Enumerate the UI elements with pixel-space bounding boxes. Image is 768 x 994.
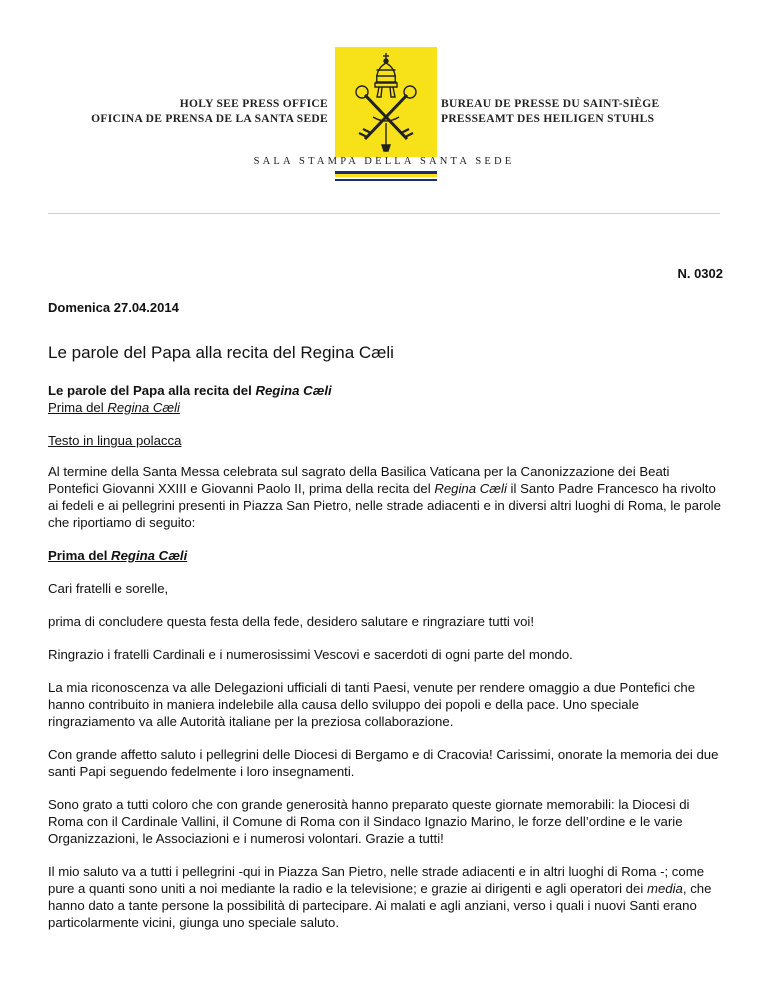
paragraph-7-part2: , che hanno dato a tante persone la possibilità di partecipare. Ai malati e agli anziani, verso i quali i nuovi Santi erano particolarmente vicini, giunga uno speciale saluto.	[48, 881, 712, 930]
subtitle-text: Le parole del Papa alla recita del	[48, 383, 256, 398]
bulletin-date: Domenica 27.04.2014	[48, 300, 179, 315]
paragraph-4: La mia riconoscenza va alle Delegazioni ufficiali di tanti Paesi, venute per rendere omaggio a due Pontefici che hanno contribuito in maniera indelebile alla causa dello sviluppo dei popoli e della pace. Uno speciale ringraziamento va alle Autorità italiane per la preziosa collaborazione.	[48, 680, 696, 729]
header-left-line1: HOLY SEE PRESS OFFICE	[179, 98, 328, 110]
navy-stripe-thin	[335, 179, 437, 181]
bulletin-content	[48, 265, 723, 931]
header-right-line1: BUREAU DE PRESSE DU SAINT-SIÈGE	[441, 98, 660, 110]
link-testo-polacca[interactable]: Testo in lingua polacca	[48, 433, 182, 448]
intro-paragraph	[48, 463, 723, 531]
header-left-names	[91, 97, 328, 127]
section-heading-text: Prima del	[48, 548, 112, 563]
header-color-stripes	[335, 171, 437, 181]
header-right-line2: PRESSEAMT DES HEILIGEN STUHLS	[441, 113, 655, 125]
paragraph-2: prima di concludere questa festa della fede, desidero salutare e ringraziare tutti voi!	[48, 614, 535, 629]
paragraph-7-italic: media	[646, 881, 683, 896]
link-prima-del-regina-caeli[interactable]	[48, 399, 723, 416]
holy-see-coat-of-arms-logo	[335, 47, 437, 157]
paragraph-5: Con grande affetto saluto i pellegrini delle Diocesi di Bergamo e di Cracovia! Carissimi, onorate la memoria dei due santi Papi seguendo fedelmente i loro insegnamenti.	[48, 747, 719, 779]
subtitle	[48, 382, 723, 399]
yellow-stripe	[335, 174, 437, 177]
section-heading	[48, 547, 723, 564]
coat-of-arms-icon	[335, 47, 437, 157]
header-left-line2: OFICINA DE PRENSA DE LA SANTA SEDE	[91, 113, 328, 125]
sala-stampa-label: SALA STAMPA DELLA SANTA SEDE	[253, 156, 515, 167]
paragraph-7-part1: Il mio saluto va a tutti i pellegrini -qui in Piazza San Pietro, nelle strade adiacenti e in altri luoghi di Roma -; come pure a quanti sono uniti a noi mediante la radio e la televisione; e grazie ai dirigenti e agli operatori dei	[48, 864, 705, 896]
section-heading-italic: Regina Cæli	[111, 548, 188, 563]
press-office-header	[0, 0, 768, 200]
intro-part1: Al termine della Santa Messa celebrata sul sagrato della Basilica Vaticana per la Canonizzazione dei Beati Pontefici Giovanni XXIII e Giovanni Paolo II, prima della recita del	[48, 464, 670, 496]
link-prima-text[interactable]: Prima del	[48, 400, 108, 415]
header-right-names	[441, 97, 660, 127]
subtitle-italic: Regina Cæli	[255, 383, 332, 398]
bulletin-title: Le parole del Papa alla recita del Regina Cæli	[48, 343, 394, 362]
paragraph-greeting: Cari fratelli e sorelle,	[48, 581, 169, 596]
intro-italic: Regina Cæli	[434, 481, 507, 496]
bulletin-number: N. 0302	[677, 266, 723, 281]
paragraph-3: Ringrazio i fratelli Cardinali e i numerosissimi Vescovi e sacerdoti di ogni parte del mondo.	[48, 647, 573, 662]
intro-part2: il Santo Padre Francesco ha rivolto ai fedeli e ai pellegrini presenti in Piazza San Pietro, nelle strade adiacenti e in diversi altri luoghi di Roma, le parole che riportiamo di seguito:	[48, 481, 721, 530]
paragraph-7	[48, 863, 723, 931]
header-divider	[48, 213, 720, 214]
paragraph-6: Sono grato a tutti coloro che con grande generosità hanno preparato queste giornate memorabili: la Diocesi di Roma con il Cardinale Vallini, il Comune di Roma con il Sindaco Ignazio Marino, le forze dell’ordine e le varie Organizzazioni, le Associazioni e i numerosi volontari. Grazie a tutti!	[48, 797, 690, 846]
link-prima-italic[interactable]: Regina Cæli	[107, 400, 180, 415]
